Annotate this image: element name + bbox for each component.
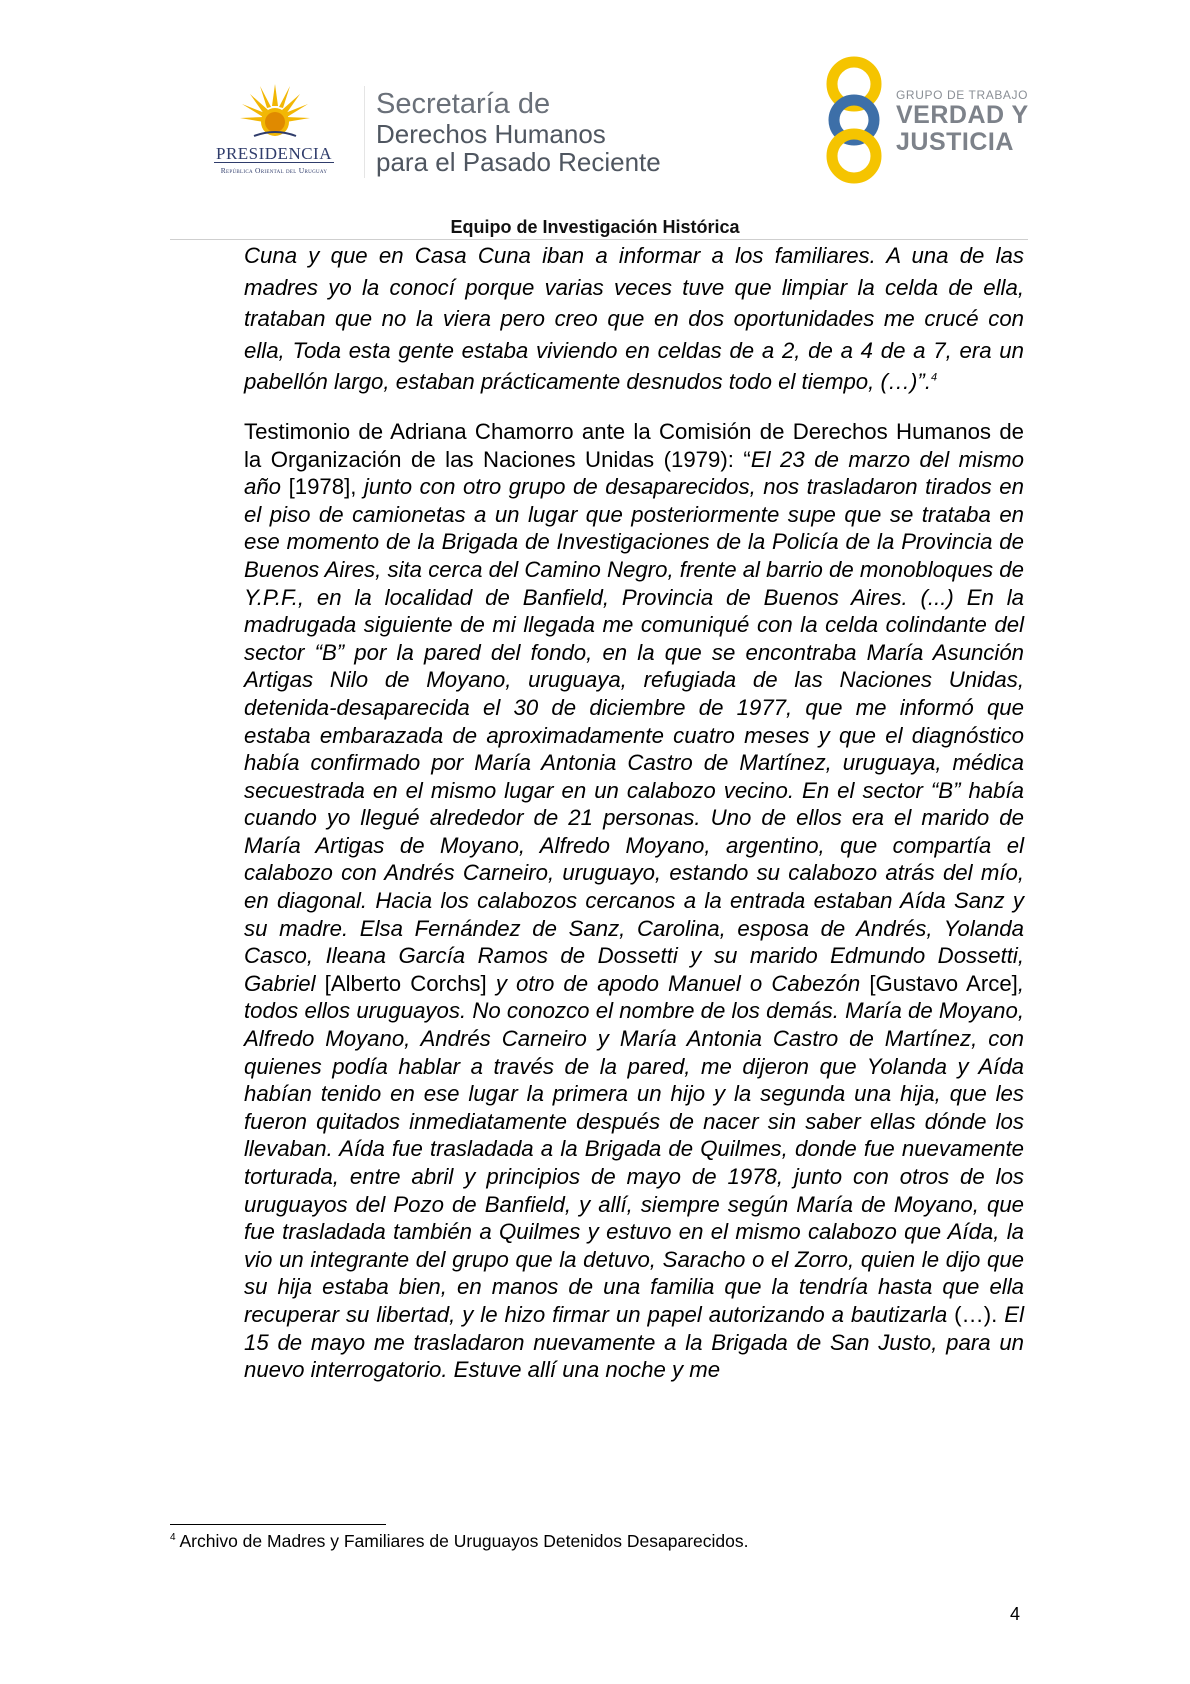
footnote: [170, 1531, 748, 1552]
justicia-label: JUSTICIA: [896, 128, 1014, 156]
sun-icon: [240, 84, 310, 146]
testimony-insert-4: (…).: [947, 1301, 1005, 1327]
footnote-text: Archivo de Madres y Familiares de Uruguayos Detenidos Desaparecidos.: [179, 1531, 749, 1551]
testimony-insert-1: [1978],: [281, 474, 364, 500]
presidencia-subtitle: República Oriental del Uruguay: [220, 166, 328, 175]
grupo-de-trabajo-label: GRUPO DE TRABAJO: [896, 88, 1029, 102]
team-title: Equipo de Investigación Histórica: [450, 217, 740, 237]
header-divider: [364, 86, 365, 178]
testimony-quote-5: El 15 de mayo me trasladaron nuevamente a la Brigada de San Justo, para un nuevo interrogatorio. Estuve allí una noche y me: [244, 1301, 1025, 1383]
testimony-quote-2: junto con otro grupo de desaparecidos, nos trasladaron tirados en el piso de camionetas a un lugar que posteriormente supe que se trataba en ese momento de la Brigada de Investigaciones de la Policía de la Provincia de Buenos Aires, sita cerca del Camino Negro, frente al barrio de monobloques de Y.P.F., en la localidad de Banfield, Provincia de Buenos Aires. (...) En la madrugada siguiente de mi llegada me comuniqué con la celda colindante del sector “B” por la pared del fondo, en la que se encontraba María Asunción Artigas Nilo de Moyano, uruguaya, refugiada de las Naciones Unidas, detenida-desaparecida el 30 de diciembre de 1977, que me informó que estaba embarazada de aproximadamente cuatro meses y que el diagnóstico había confirmado por María Antonia Castro de Martínez, uruguaya, médica secuestrada en el mismo lugar en un calabozo vecino. En el sector “B” había cuando yo llegué alrededor de 21 personas. Uno de ellos era el marido de María Artigas de Moyano, Alfredo Moyano, argentino, que compartía el calabozo con Andrés Carneiro, uruguayo, estando su calabozo atrás del mío, en diagonal. Hacia los calabozos cercanos a la entrada estaban Aída Sanz y su madre. Elsa Fernández de Sanz, Carolina, esposa de Andrés, Yolanda Casco, Ileana García Ramos de Dossetti y su marido Edmundo Dossetti, Gabriel: [244, 474, 1024, 996]
testimony-quote-4: , todos ellos uruguayos. No conozco el nombre de los demás. María de Moyano, Alfredo Moyano, Andrés Carneiro y María Antonia Castro de Martínez, con quienes podía hablar a través de la pared, me dijeron que Yolanda y Aída habían tenido en ese lugar la primera un hijo y la segunda una hija, que les fueron quitados inmediatamente después de nacer sin saber ellas dónde los llevaban. Aída fue trasladada a la Brigada de Quilmes, donde fue nuevamente torturada, entre abril y principios de mayo de 1978, junto con otros de los uruguayos del Pozo de Banfield, y allí, siempre según María de Moyano, que fue trasladada también a Quilmes y estuvo en el mismo calabozo que Aída, la vio un integrante del grupo que la detuvo, Saracho o el Zorro, quien le dijo que su hija estaba bien, en manos de una familia que la tendría hasta que ella recuperar su libertad, y le hizo firmar un papel autorizando a bautizarla: [244, 970, 1024, 1327]
testimony-paragraph: [244, 418, 1024, 1384]
testimony-quote-1: El 23 de marzo del mismo año: [244, 446, 1024, 500]
quote-paragraph: [244, 240, 1024, 398]
verdad-y-justicia-logo: [820, 56, 1040, 184]
secretaria-line-2: Derechos Humanos: [376, 119, 606, 149]
testimony-quote-3: y otro de apodo Manuel o Cabezón: [495, 970, 861, 996]
presidencia-logo: [196, 84, 352, 184]
page-number: 4: [1010, 1604, 1021, 1624]
footnote-rule: [170, 1524, 386, 1525]
footnote-number: 4: [170, 1532, 176, 1544]
presidencia-title: PRESIDENCIA: [215, 144, 332, 163]
verdad-y-label: VERDAD Y: [896, 101, 1029, 129]
testimony-insert-3: [Gustavo Arce]: [860, 970, 1018, 996]
verdad-y-justicia-text: [896, 88, 1029, 156]
document-body: [244, 240, 1024, 1384]
quote-text: Cuna y que en Casa Cuna iban a informar a los familiares. A una de las madres yo la conocí porque varias veces tuve que limpiar la celda de ella, trataban que no la viera pero creo que en dos oportunidades me crucé con ella, Toda esta gente estaba viviendo en celdas de a 2, de a 4 de a 7, era un pabellón largo, estaban prácticamente desnudos todo el tiempo, (…)”.: [244, 243, 1024, 395]
secretaria-logo-text: [376, 88, 716, 176]
secretaria-line-1: Secretaría de: [376, 88, 551, 120]
linked-rings-icon: [820, 56, 890, 184]
page-header: [0, 0, 1190, 240]
testimony-insert-2: [Alberto Corchs]: [315, 970, 496, 996]
secretaria-line-3: para el Pasado Reciente: [376, 147, 661, 177]
footnote-reference: 4: [930, 371, 938, 384]
testimony-intro: Testimonio de Adriana Chamorro ante la Comisión de Derechos Humanos de la Organización de las Naciones Unidas (1979): “: [244, 418, 1024, 472]
